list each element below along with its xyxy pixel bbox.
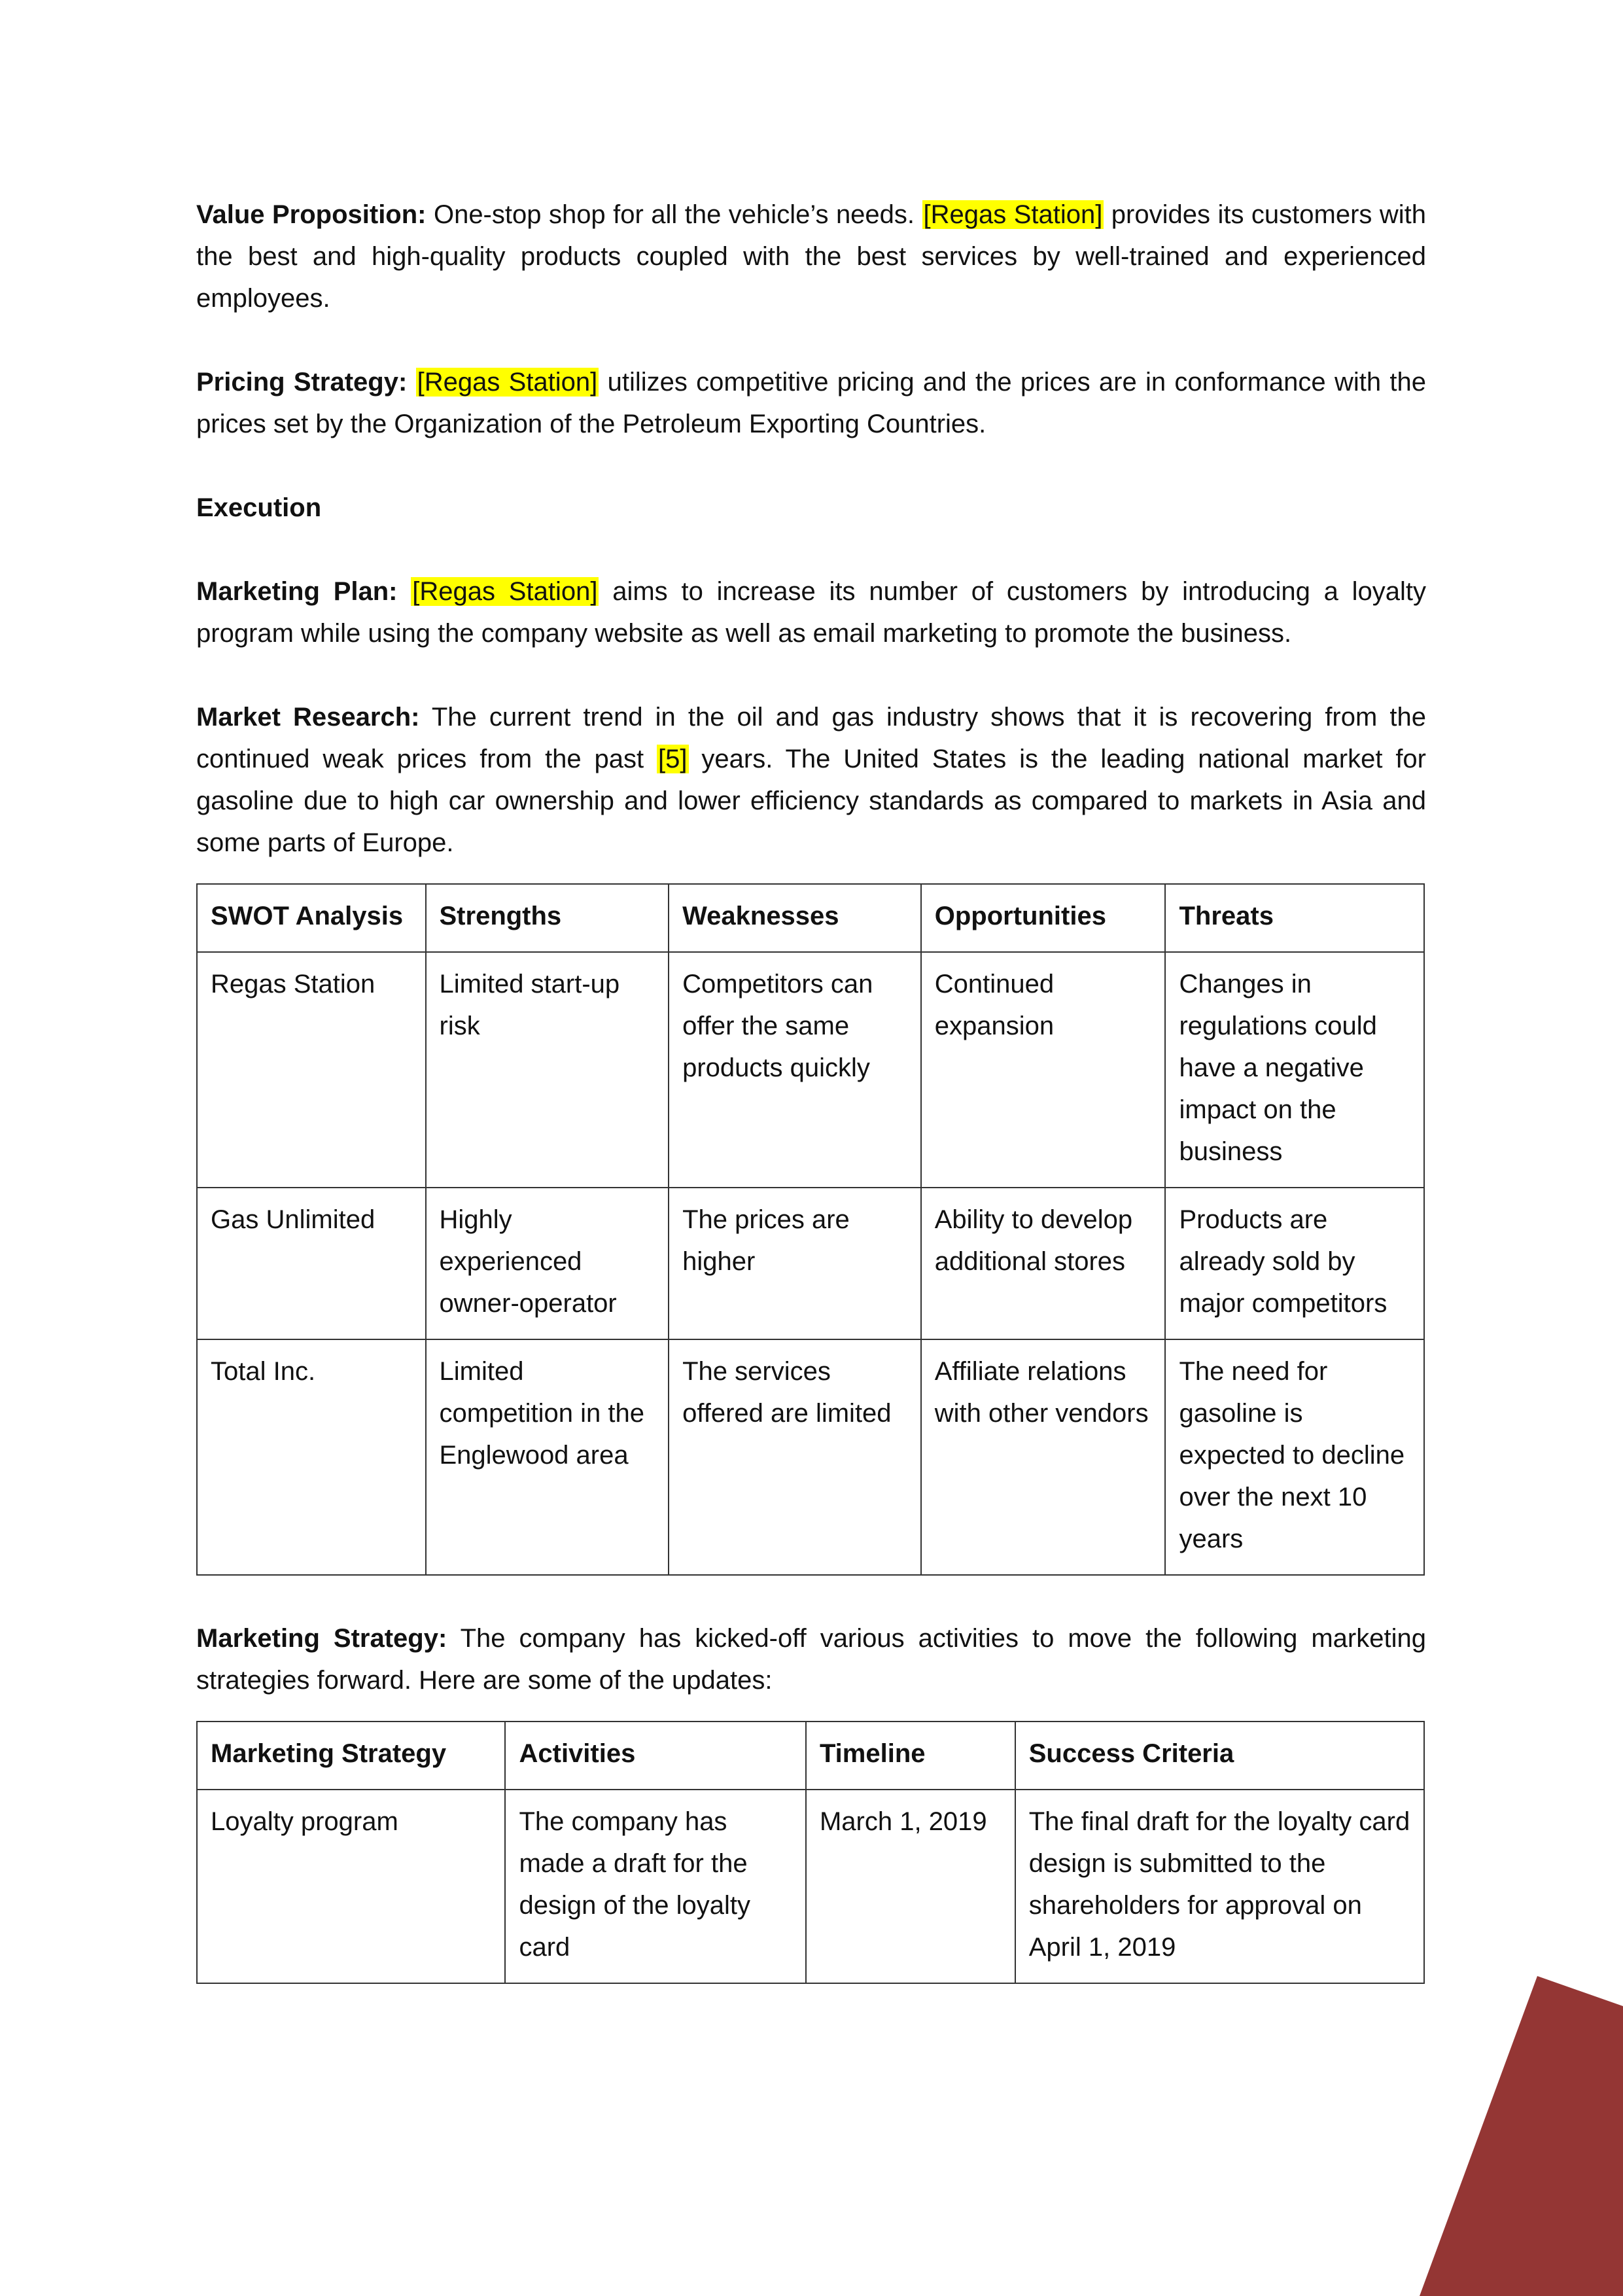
table-cell: Affiliate relations with other vendors	[921, 1339, 1166, 1575]
table-cell: The prices are higher	[669, 1188, 921, 1339]
table-cell: Gas Unlimited	[197, 1188, 426, 1339]
table-header-cell: Weaknesses	[669, 884, 921, 952]
table-header-cell: Timeline	[806, 1722, 1015, 1790]
table-header-cell: Opportunities	[921, 884, 1166, 952]
table-cell: Competitors can offer the same products quickly	[669, 952, 921, 1188]
market-research-text: The current trend in the oil and gas industry shows that it is recovering from the continued weak prices from the past	[196, 703, 1426, 773]
pricing-strategy-paragraph	[196, 361, 1426, 445]
table-row	[197, 1790, 1424, 1983]
table-cell: Total Inc.	[197, 1339, 426, 1575]
market-research-label: Market Research:	[196, 703, 420, 732]
highlight-placeholder: [Regas Station]	[412, 577, 598, 606]
value-proposition-paragraph	[196, 194, 1426, 319]
table-header-row	[197, 884, 1424, 952]
value-proposition-label: Value Proposition:	[196, 200, 427, 229]
value-proposition-text: One-stop shop for all the vehicle’s needs.	[426, 200, 922, 229]
table-cell: Changes in regulations could have a negative impact on the business	[1165, 952, 1424, 1188]
value-proposition-text-cont: provides its customers with the best and high-quality products coupled with the best services by well-trained and experienced employees.	[196, 200, 1426, 313]
table-header-cell: Threats	[1165, 884, 1424, 952]
table-cell: Loyalty program	[197, 1790, 505, 1983]
table-cell: The company has made a draft for the design of the loyalty card	[505, 1790, 805, 1983]
document-page	[196, 194, 1426, 1984]
marketing-strategy-table	[196, 1721, 1425, 1984]
table-header-cell: Activities	[505, 1722, 805, 1790]
highlight-placeholder: [Regas Station]	[923, 200, 1103, 229]
marketing-plan-label: Marketing Plan:	[196, 577, 398, 606]
marketing-plan-paragraph	[196, 571, 1426, 654]
highlight-placeholder: [Regas Station]	[417, 368, 598, 397]
table-cell: Highly experienced owner-operator	[426, 1188, 669, 1339]
table-row	[197, 1339, 1424, 1575]
table-header-cell: Strengths	[426, 884, 669, 952]
table-row	[197, 1188, 1424, 1339]
execution-heading: Execution	[196, 493, 322, 522]
table-cell: Products are already sold by major competitors	[1165, 1188, 1424, 1339]
decorative-corner-shape	[1420, 1976, 1623, 2296]
market-research-text-cont: years. The United States is the leading national market for gasoline due to high car ownership and lower efficiency standards as compared to markets in Asia and some parts of Europe.	[196, 745, 1427, 857]
table-cell: March 1, 2019	[806, 1790, 1015, 1983]
marketing-strategy-paragraph	[196, 1617, 1426, 1701]
table-cell: Ability to develop additional stores	[921, 1188, 1166, 1339]
table-row	[197, 952, 1424, 1188]
swot-analysis-table	[196, 883, 1425, 1576]
marketing-plan-text: aims to increase its number of customers by introducing a loyalty program while using the company website as well as email marketing to promote the business.	[196, 577, 1427, 648]
table-cell: Regas Station	[197, 952, 426, 1188]
table-header-row	[197, 1722, 1424, 1790]
table-cell: The need for gasoline is expected to decline over the next 10 years	[1165, 1339, 1424, 1575]
table-header-cell: Marketing Strategy	[197, 1722, 505, 1790]
table-cell: Limited start-up risk	[426, 952, 669, 1188]
table-header-cell: SWOT Analysis	[197, 884, 426, 952]
pricing-strategy-text: utilizes competitive pricing and the prices are in conformance with the prices set by the Organization of the Petroleum Exporting Countries.	[196, 368, 1427, 438]
table-cell: Limited competition in the Englewood area	[426, 1339, 669, 1575]
table-header-cell: Success Criteria	[1015, 1722, 1424, 1790]
table-cell: The final draft for the loyalty card design is submitted to the shareholders for approval on April 1, 2019	[1015, 1790, 1424, 1983]
market-research-paragraph	[196, 696, 1426, 864]
table-cell: The services offered are limited	[669, 1339, 921, 1575]
marketing-strategy-label: Marketing Strategy:	[196, 1624, 447, 1653]
pricing-strategy-label: Pricing Strategy:	[196, 368, 408, 397]
table-cell: Continued expansion	[921, 952, 1166, 1188]
marketing-strategy-text: The company has kicked-off various activities to move the following marketing strategies forward. Here are some of the updates:	[196, 1624, 1426, 1695]
decorative-corner-polygon	[1420, 1976, 1623, 2296]
highlight-placeholder: [5]	[658, 745, 688, 773]
